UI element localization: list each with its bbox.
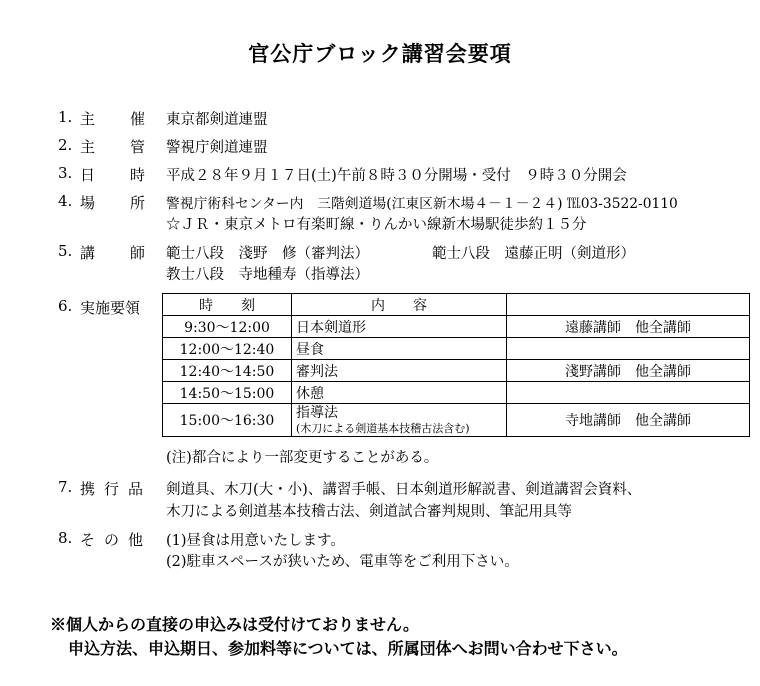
instructor-cell: 遠藤講師 他全講師 <box>507 316 750 338</box>
item-number: 8. <box>58 529 73 547</box>
page-title: 官公庁ブロック講習会要項 <box>248 41 512 66</box>
content-cell: 休憩 <box>292 382 507 404</box>
table-header-row <box>163 294 750 316</box>
other-note: (1)昼食は用意いたします。 <box>166 533 345 549</box>
notice-line: 申込方法、申込期日、参加料等については、所属団体へお問い合わせ下さい。 <box>68 639 628 658</box>
item-label: 他 <box>128 531 144 549</box>
instructor: 範士八段 淺野 修（審判法） <box>166 246 369 262</box>
item-label: 主 <box>80 138 96 156</box>
content-cell <box>292 404 507 437</box>
time-cell: 15:00～16:30 <box>163 404 292 437</box>
item-label: 管 <box>130 138 146 156</box>
item-label: 所 <box>130 194 146 212</box>
item-number: 5. <box>58 242 73 260</box>
notice-line: ※個人からの直接の申込みは受付けておりません。 <box>50 615 419 634</box>
instructor-cell: 寺地講師 他全講師 <box>507 404 750 437</box>
content-cell: 審判法 <box>292 360 507 382</box>
venue: 警視庁術科センター内 三階剣道場(江東区新木場４－１－２４) ℡03-3522-0110 <box>166 196 678 212</box>
table-row <box>163 382 750 404</box>
instructor: 範士八段 遠藤正明（剣道形） <box>432 246 635 262</box>
item-label: そ <box>80 531 96 549</box>
item-label: 時 <box>130 166 146 184</box>
host: 警視庁剣道連盟 <box>166 140 268 156</box>
table-row <box>163 338 750 360</box>
other-note: (2)駐車スペースが狭いため、電車等をご利用下さい。 <box>166 554 519 570</box>
item-label: 携 <box>80 480 96 498</box>
time-cell: 12:40～14:50 <box>163 360 292 382</box>
column-header: 内 容 <box>292 294 507 316</box>
item-label: 品 <box>128 480 144 498</box>
item-label: 主 <box>80 110 96 128</box>
item-number: 6. <box>58 297 73 315</box>
item-label: 日 <box>80 166 96 184</box>
item-label: 催 <box>130 110 146 128</box>
item-number: 3. <box>58 164 73 182</box>
item-label: 実施要領 <box>80 299 141 317</box>
content-main: 指導法 <box>296 405 338 421</box>
item-number: 4. <box>58 192 73 210</box>
instructor-cell: 淺野講師 他全講師 <box>507 360 750 382</box>
item-number: 2. <box>58 136 73 154</box>
item-label: 行 <box>104 480 120 498</box>
organizer: 東京都剣道連盟 <box>166 112 268 128</box>
table-row <box>163 360 750 382</box>
access: ☆ＪＲ・東京メトロ有楽町線・りんかい線新木場駅徒歩約１５分 <box>166 217 587 233</box>
time-cell: 14:50～15:00 <box>163 382 292 404</box>
column-header: 時 刻 <box>163 294 292 316</box>
schedule-table <box>162 293 750 437</box>
column-header <box>507 294 750 316</box>
content-cell: 昼食 <box>292 338 507 360</box>
item-number: 7. <box>58 478 73 496</box>
item-number: 1. <box>58 108 73 126</box>
schedule-note: (注)都合により一部変更することがある。 <box>166 450 439 466</box>
content-sub: (木刀による剣道基本技稽古法含む) <box>296 422 470 435</box>
items-to-bring: 木刀による剣道基本技稽古法、剣道試合審判規則、筆記用具等 <box>166 504 572 520</box>
item-label: の <box>104 531 120 549</box>
date-time: 平成２８年９月１７日(土)午前８時３０分開場・受付 ９時３０分開会 <box>166 168 627 184</box>
item-label: 場 <box>80 194 96 212</box>
time-cell: 12:00～12:40 <box>163 338 292 360</box>
instructor: 教士八段 寺地種寿（指導法） <box>166 267 369 283</box>
item-label: 講 <box>80 244 96 262</box>
table-row <box>163 316 750 338</box>
table-row <box>163 404 750 437</box>
items-to-bring: 剣道具、木刀(大・小)、講習手帳、日本剣道形解説書、剣道講習会資料、 <box>166 482 642 498</box>
instructor-cell <box>507 382 750 404</box>
time-cell: 9:30～12:00 <box>163 316 292 338</box>
instructor-cell <box>507 338 750 360</box>
item-label: 師 <box>130 244 146 262</box>
content-cell: 日本剣道形 <box>292 316 507 338</box>
